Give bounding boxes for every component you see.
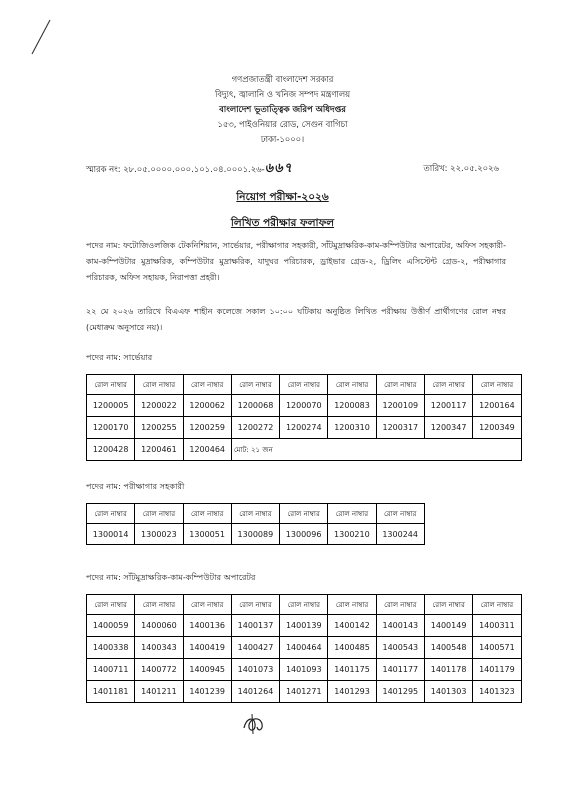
column-header: রোল নাম্বার <box>424 595 472 615</box>
roll-number-cell: 1300051 <box>183 524 231 545</box>
column-header: রোল নাম্বার <box>135 595 183 615</box>
roll-number-cell: 1401073 <box>231 659 279 681</box>
roll-table <box>86 594 522 703</box>
roll-number-cell: 1200117 <box>424 395 472 417</box>
column-header: রোল নাম্বার <box>280 504 328 524</box>
roll-number-cell: 1401295 <box>376 681 424 703</box>
header-department: বাংলাদেশ ভূতাত্ত্বিক জরিপ অধিদপ্তর <box>219 104 346 114</box>
column-header: রোল নাম্বার <box>328 504 376 524</box>
roll-number-cell: 1200461 <box>135 439 183 461</box>
roll-number-cell: 1400945 <box>183 659 231 681</box>
roll-number-cell: 1200464 <box>183 439 231 461</box>
roll-number-cell: 1400137 <box>231 615 279 637</box>
roll-number-cell: 1400139 <box>280 615 328 637</box>
exam-title: নিয়োগ পরীক্ষা-২০২৬ <box>236 191 329 203</box>
table-header-row <box>87 595 522 615</box>
column-header: রোল নাম্বার <box>280 595 328 615</box>
roll-number-cell: 1401303 <box>424 681 472 703</box>
roll-number-cell: 1400427 <box>231 637 279 659</box>
memo-date: তারিখ: ২২.০৫.২০২৬ <box>423 163 499 173</box>
roll-number-cell: 1200428 <box>87 439 135 461</box>
roll-number-cell: 1400136 <box>183 615 231 637</box>
roll-number-cell: 1401175 <box>328 659 376 681</box>
header-city: ঢাকা-১০০০। <box>260 134 305 144</box>
roll-number-cell: 1400543 <box>376 637 424 659</box>
header-government: গণপ্রজাতন্ত্রী বাংলাদেশ সরকার <box>231 74 334 84</box>
roll-number-cell: 1401177 <box>376 659 424 681</box>
table-row <box>87 637 522 659</box>
roll-number-cell: 1200317 <box>376 417 424 439</box>
roll-number-cell: 1400343 <box>135 637 183 659</box>
roll-number-cell: 1400059 <box>87 615 135 637</box>
table-header-row <box>87 375 522 395</box>
table-row <box>87 417 522 439</box>
roll-number-cell: 1400485 <box>328 637 376 659</box>
header-address: ১৫৩, পাইওনিয়ার রোড, সেগুন বাগিচা <box>217 119 348 129</box>
table-row <box>87 524 425 545</box>
column-header: রোল নাম্বার <box>473 375 521 395</box>
roll-number-cell: 1200109 <box>376 395 424 417</box>
roll-number-cell: 1401179 <box>473 659 521 681</box>
column-header: রোল নাম্বার <box>376 504 424 524</box>
header-ministry: বিদ্যুৎ, জ্বালানি ও খনিজ সম্পদ মন্ত্রণালয় <box>214 89 351 99</box>
roll-number-cell: 1400142 <box>328 615 376 637</box>
roll-number-cell: 1200170 <box>87 417 135 439</box>
column-header: রোল নাম্বার <box>135 375 183 395</box>
memo-reference <box>86 159 293 180</box>
table-row <box>87 395 522 417</box>
column-header: রোল নাম্বার <box>473 595 521 615</box>
roll-number-cell: 1400711 <box>87 659 135 681</box>
column-header: রোল নাম্বার <box>87 504 135 524</box>
roll-number-cell: 1401264 <box>231 681 279 703</box>
column-header: রোল নাম্বার <box>424 375 472 395</box>
section-label: পদের নাম: পরীক্ষাগার সহকারী <box>86 481 185 491</box>
roll-number-cell: 1200062 <box>183 395 231 417</box>
roll-number-cell: 1400464 <box>280 637 328 659</box>
table-row <box>87 659 522 681</box>
roll-number-cell: 1400060 <box>135 615 183 637</box>
signature-mark <box>240 712 270 736</box>
roll-number-cell: 1300244 <box>376 524 424 545</box>
roll-number-cell: 1400338 <box>87 637 135 659</box>
roll-number-cell: 1200349 <box>473 417 521 439</box>
roll-number-cell: 1200022 <box>135 395 183 417</box>
roll-number-cell: 1200070 <box>280 395 328 417</box>
roll-number-cell: 1200005 <box>87 395 135 417</box>
roll-number-cell: 1400149 <box>424 615 472 637</box>
roll-number-cell: 1401211 <box>135 681 183 703</box>
roll-number-cell: 1400311 <box>473 615 521 637</box>
roll-number-cell: 1400548 <box>424 637 472 659</box>
memo-reference-label: স্মারক নং: ২৮.০৫.০০০০.০০০.১০১.০৪.০০০১.২৬- <box>86 164 265 174</box>
column-header: রোল নাম্বার <box>231 595 279 615</box>
roll-number-cell: 1200274 <box>280 417 328 439</box>
pen-stroke-mark <box>26 14 66 58</box>
roll-number-cell: 1400571 <box>473 637 521 659</box>
table-row <box>87 615 522 637</box>
column-header: রোল নাম্বার <box>280 375 328 395</box>
column-header: রোল নাম্বার <box>135 504 183 524</box>
roll-number-cell: 1401293 <box>328 681 376 703</box>
exam-paragraph: ২২ মে ২০২৬ তারিখে বিএএফ শাহীন কলেজে সকাল ১০:০০ ঘটিকায় অনুষ্ঠিত লিখিত পরীক্ষায় উত্তীর্ণ প্রার্থীগণের রোল নম্বর (মেধাক্রম অনুসারে নয়)। <box>86 307 506 332</box>
column-header: রোল নাম্বার <box>87 595 135 615</box>
posts-paragraph: পদের নাম: ফটোজিওলজিক টেকনিশিয়ান, সার্ভেয়ার, পরীক্ষাগার সহকারী, সাঁটমুদ্রাক্ষরিক-কাম-কম্পিউটার অপারেটর, অফিস সহকারী-কাম-কম্পিউটার মুদ্রাক্ষরিক, কম্পিউটার মুদ্রাক্ষরিক, যাদুঘর পরিচারক, ড্রাইভার গ্রেড-২, ড্রিলিং এসিস্টেন্ট গ্রেড-২, পরীক্ষাগার পরিচারক, অফিস সহায়ক, নিরাপত্তা প্রহরী। <box>86 241 506 282</box>
column-header: রোল নাম্বার <box>376 595 424 615</box>
column-header: রোল নাম্বার <box>183 375 231 395</box>
total-count: মোট: ২১ জন <box>231 439 521 461</box>
roll-number-cell: 1300014 <box>87 524 135 545</box>
column-header: রোল নাম্বার <box>328 375 376 395</box>
roll-number-cell: 1200347 <box>424 417 472 439</box>
roll-number-cell: 1200083 <box>328 395 376 417</box>
roll-number-cell: 1300089 <box>231 524 279 545</box>
roll-number-cell: 1400143 <box>376 615 424 637</box>
column-header: রোল নাম্বার <box>183 595 231 615</box>
column-header: রোল নাম্বার <box>231 504 279 524</box>
roll-number-cell: 1200310 <box>328 417 376 439</box>
roll-number-cell: 1401178 <box>424 659 472 681</box>
roll-number-cell: 1400419 <box>183 637 231 659</box>
office-header <box>0 72 565 147</box>
column-header: রোল নাম্বার <box>87 375 135 395</box>
column-header: রোল নাম্বার <box>183 504 231 524</box>
roll-number-cell: 1401271 <box>280 681 328 703</box>
table-row <box>87 439 522 461</box>
roll-table <box>86 374 522 461</box>
roll-number-cell: 1200255 <box>135 417 183 439</box>
roll-number-cell: 1300210 <box>328 524 376 545</box>
roll-number-cell: 1200068 <box>231 395 279 417</box>
roll-number-cell: 1401239 <box>183 681 231 703</box>
roll-number-cell: 1200164 <box>473 395 521 417</box>
section-label: পদের নাম: সাঁটমুদ্রাক্ষরিক-কাম-কম্পিউটার অপারেটর <box>86 572 256 582</box>
table-row <box>87 681 522 703</box>
roll-number-cell: 1300096 <box>280 524 328 545</box>
roll-number-cell: 1300023 <box>135 524 183 545</box>
section-label: পদের নাম: সার্ভেয়ার <box>86 352 153 362</box>
column-header: রোল নাম্বার <box>376 375 424 395</box>
roll-number-cell: 1401181 <box>87 681 135 703</box>
roll-number-cell: 1401323 <box>473 681 521 703</box>
column-header: রোল নাম্বার <box>328 595 376 615</box>
table-header-row <box>87 504 425 524</box>
roll-number-cell: 1200272 <box>231 417 279 439</box>
roll-table <box>86 503 425 545</box>
column-header: রোল নাম্বার <box>231 375 279 395</box>
memo-reference-handwritten: ৬৬৭ <box>264 161 293 176</box>
roll-number-cell: 1401093 <box>280 659 328 681</box>
roll-number-cell: 1200259 <box>183 417 231 439</box>
roll-number-cell: 1400772 <box>135 659 183 681</box>
result-title: লিখিত পরীক্ষার ফলাফল <box>230 217 335 229</box>
